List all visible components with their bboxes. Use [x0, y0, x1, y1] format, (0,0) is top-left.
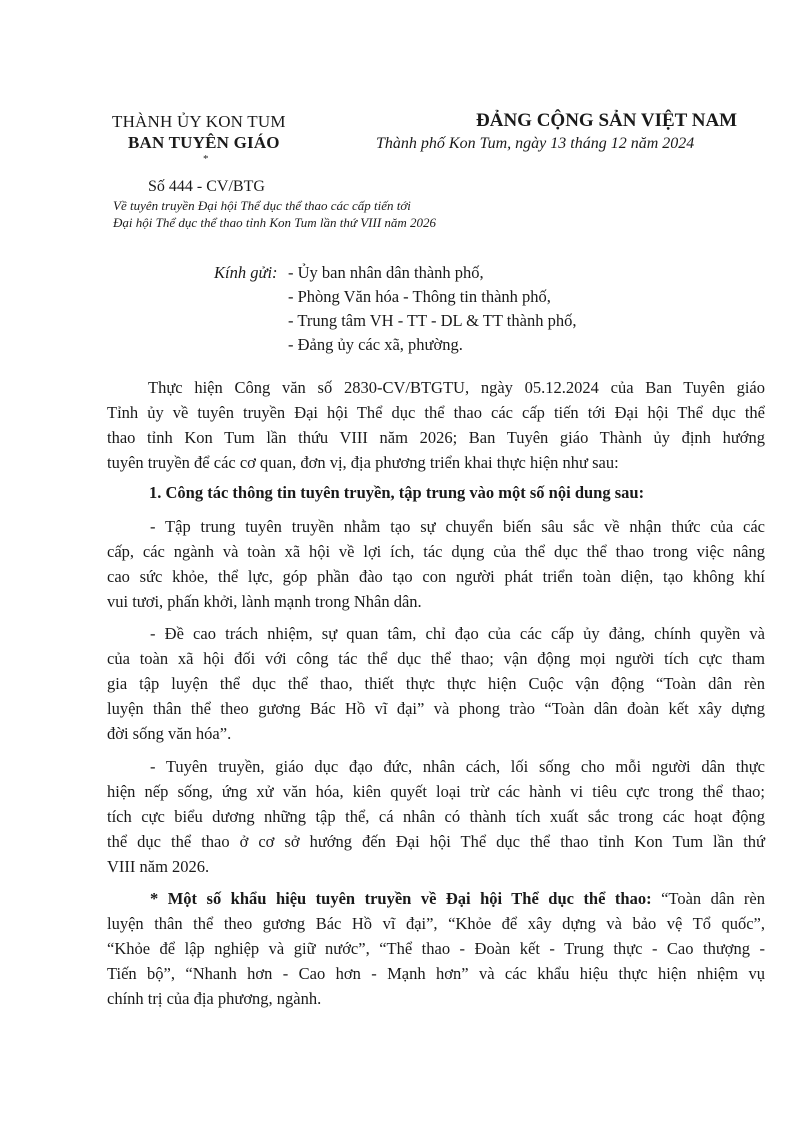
paragraph-line: VIII năm 2026.	[107, 857, 210, 876]
slogans-lead: * Một số khẩu hiệu tuyên truyền về Đại hội Thể dục thể thao:	[150, 889, 652, 908]
paragraph-line: cấp, các ngành và toàn xã hội về lợi ích, tác dụng của thể dục thể thao trong việc nâng	[107, 542, 765, 561]
document-subject-line1: Về tuyên truyền Đại hội Thể dục thể thao các cấp tiến tới	[113, 198, 411, 213]
recipient-item: - Ủy ban nhân dân thành phố,	[288, 263, 484, 282]
org-star: *	[203, 153, 209, 165]
recipient-item: - Trung tâm VH - TT - DL & TT thành phố,	[288, 311, 577, 330]
recipient-item: - Đảng ủy các xã, phường.	[288, 335, 463, 354]
intro-line: Thực hiện Công văn số 2830-CV/BTGTU, ngày 05.12.2024 của Ban Tuyên giáo	[148, 378, 765, 397]
slogans-first-rest: “Toàn dân rèn	[651, 889, 766, 908]
paragraph-line: tích cực biểu dương những tập thể, cá nhân có thành tích xuất sắc trong các hoạt động	[107, 807, 765, 826]
recipient-item: - Phòng Văn hóa - Thông tin thành phố,	[288, 287, 551, 306]
paragraph-line: luyện thân thể theo gương Bác Hồ vĩ đại” và phong trào “Toàn dân đoàn kết xây dựng	[107, 699, 765, 718]
paragraph-line: đời sống văn hóa”.	[107, 724, 232, 743]
document-subject-line2: Đại hội Thể dục thể thao tỉnh Kon Tum lần thứ VIII năm 2026	[113, 215, 437, 230]
slogans-line: luyện thân thể theo gương Bác Hồ vĩ đại”, “Khỏe để xây dựng và bảo vệ Tổ quốc”,	[107, 914, 765, 933]
recipients-label: Kính gửi:	[214, 263, 278, 282]
intro-line: Tỉnh ủy về tuyên truyền Đại hội Thể dục thể thao các cấp tiến tới Đại hội Thể dục thể	[107, 403, 765, 422]
paragraph-line: cao sức khỏe, thể lực, góp phần đào tạo con người phát triển toàn diện, tạo không khí	[107, 567, 765, 586]
paragraph-line: vui tươi, phấn khởi, lành mạnh trong Nhân dân.	[107, 592, 422, 611]
paragraph-line: - Tập trung tuyên truyền nhằm tạo sự chuyển biến sâu sắc về nhận thức của các	[150, 517, 765, 536]
paragraph-line: hiện nếp sống, ứng xử văn hóa, kiên quyết loại trừ các hành vi tiêu cực trong thể thao;	[107, 782, 765, 801]
section-1-heading: 1. Công tác thông tin tuyên truyền, tập trung vào một số nội dung sau:	[149, 483, 645, 502]
intro-line: thao tỉnh Kon Tum lần thứu VIII năm 2026; Ban Tuyên giáo Thành ủy định hướng	[107, 428, 765, 447]
paragraph-line: của toàn xã hội đối với công tác thể dục thể thao; vận động mọi người tích cực tham	[107, 649, 765, 668]
paragraph-line: thể dục thể thao ở cơ sở hướng đến Đại hội Thể dục thể thao tỉnh Kon Tum lần thứ	[107, 832, 765, 851]
slogans-line: chính trị của địa phương, ngành.	[107, 989, 322, 1008]
org-parent: THÀNH ỦY KON TUM	[112, 112, 286, 131]
slogans-line: “Khỏe để lập nghiệp và giữ nước”, “Thể thao - Đoàn kết - Trung thực - Cao thượng -	[107, 939, 765, 958]
party-name: ĐẢNG CỘNG SẢN VIỆT NAM	[476, 110, 738, 131]
paragraph-line: - Tuyên truyền, giáo dục đạo đức, nhân cách, lối sống cho mỗi người dân thực	[150, 757, 765, 776]
document-number: Số 444 - CV/BTG	[148, 178, 265, 195]
slogans-first-line	[150, 887, 765, 912]
paragraph-line: gia tập luyện thể dục thể thao, thiết thực thực hiện Cuộc vận động “Toàn dân rèn	[107, 674, 765, 693]
slogans-line: Tiến bộ”, “Nhanh hơn - Cao hơn - Mạnh hơn” và các khẩu hiệu thực hiện nhiệm vụ	[107, 964, 765, 983]
intro-line: tuyên truyền để các cơ quan, đơn vị, địa phương triển khai thực hiện như sau:	[107, 453, 619, 472]
place-date: Thành phố Kon Tum, ngày 13 tháng 12 năm 2024	[376, 135, 695, 152]
paragraph-line: - Đề cao trách nhiệm, sự quan tâm, chỉ đạo của các cấp ủy đảng, chính quyền và	[150, 624, 765, 643]
org-name: BAN TUYÊN GIÁO	[128, 133, 280, 152]
